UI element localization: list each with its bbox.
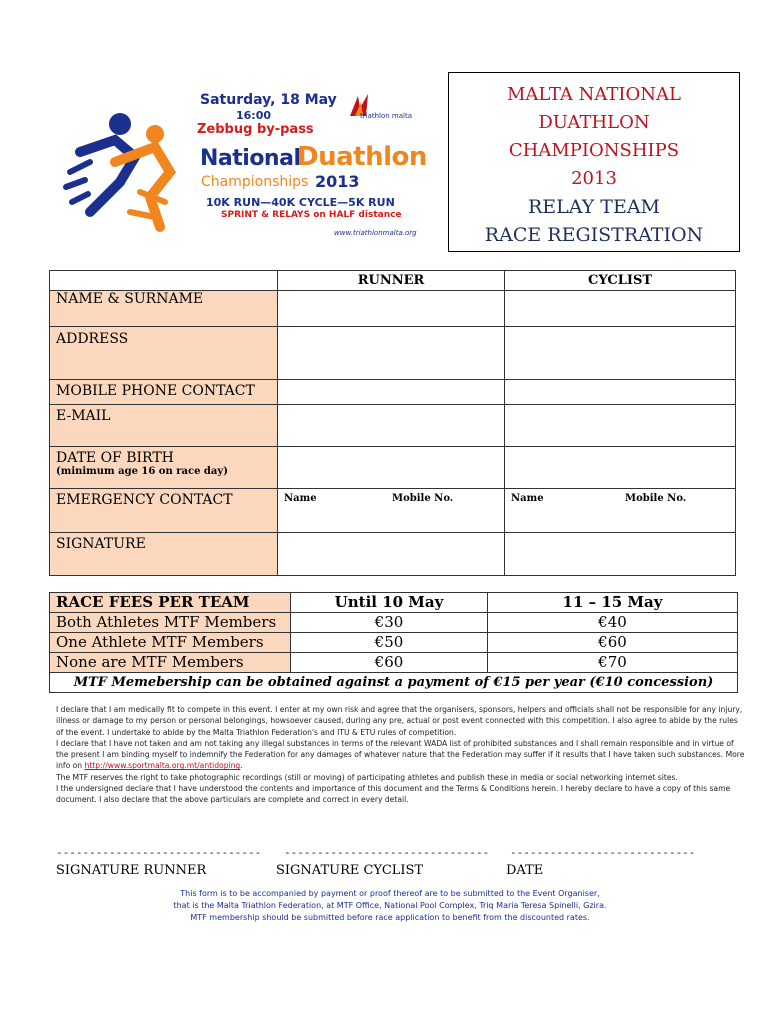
signature-line-runner: -------------------------------	[56, 846, 262, 859]
col-header-cyclist: CYCLIST	[505, 271, 736, 291]
fees-col-early: Until 10 May	[291, 593, 488, 613]
title-line-5: RELAY TEAM	[527, 196, 661, 218]
cyclist-address-field[interactable]	[505, 327, 736, 380]
declaration-p2-end: .	[240, 761, 243, 771]
cyclist-mobile-field[interactable]	[505, 380, 736, 405]
race-fees-table	[49, 592, 738, 693]
runner-name-field[interactable]	[278, 291, 505, 327]
cyclist-dob-field[interactable]	[505, 447, 736, 489]
dob-label: DATE OF BIRTH	[56, 450, 174, 466]
header-empty-cell	[50, 271, 278, 291]
banner-distances: 10K RUN—40K CYCLE—5K RUN	[206, 196, 395, 209]
title-line-4: 2013	[571, 168, 617, 189]
cyclist-signature-field[interactable]	[505, 533, 736, 576]
fees-row-label: Both Athletes MTF Members	[50, 613, 291, 633]
declaration-p4: I the undersigned declare that I have understood the contents and importance of this document and the Terms & Conditions herein. I hereby declare to have a copy of this same document. I also declare that the above particulars are complete and correct in every detail.	[56, 784, 731, 805]
runner-emergency-field[interactable]	[278, 489, 505, 533]
title-box	[448, 72, 740, 252]
antidoping-link[interactable]: http://www.sportmalta.org.mt/antidoping	[84, 761, 241, 771]
signature-runner-label: SIGNATURE RUNNER	[56, 863, 207, 878]
runner-mobile-field[interactable]	[278, 380, 505, 405]
row-label-emergency: EMERGENCY CONTACT	[50, 489, 278, 533]
fees-row-label: None are MTF Members	[50, 653, 291, 673]
banner-time: 16:00	[236, 109, 272, 122]
banner-word-duathlon: Duathlon	[297, 142, 427, 172]
fees-row	[50, 613, 738, 633]
registration-table	[49, 270, 736, 576]
declaration-p3: The MTF reserves the right to take photographic recordings (still or moving) of participating athletes and publish these in media or social networking internet sites.	[56, 772, 678, 782]
runner-email-field[interactable]	[278, 405, 505, 447]
fees-row-late: €40	[488, 613, 738, 633]
runner-emergency-name-label: Name	[284, 493, 317, 504]
banner-url: www.triathlonmalta.org	[334, 229, 417, 237]
event-banner	[60, 82, 436, 246]
fees-row	[50, 633, 738, 653]
row-label-name: NAME & SURNAME	[50, 291, 278, 327]
declaration-p2-text: I declare that I have not taken and am not taking any illegal substances in terms of the relevant WADA list of prohibited substances and I shall remain responsible and in virtue of the present I am binding myself to indemnify the Federation for any damages of whatever nature that the Federation may suffer if it results that I have taken such substances. More info on	[56, 738, 745, 771]
col-header-runner: RUNNER	[278, 271, 505, 291]
fees-row-early: €50	[291, 633, 488, 653]
row-label-dob	[50, 447, 278, 489]
runner-address-field[interactable]	[278, 327, 505, 380]
fees-row	[50, 653, 738, 673]
footer-note	[120, 888, 660, 924]
cyclist-emergency-name-label: Name	[511, 493, 544, 504]
runner-signature-field[interactable]	[278, 533, 505, 576]
fees-row-label: One Athlete MTF Members	[50, 633, 291, 653]
footer-line-1: This form is to be accompanied by payment or proof thereof are to be submitted to the Event Organiser,	[180, 889, 600, 898]
runner-dob-field[interactable]	[278, 447, 505, 489]
title-line-6: RACE REGISTRATION	[484, 224, 704, 246]
title-line-3: CHAMPIONSHIPS	[508, 140, 680, 161]
banner-relays: SPRINT & RELAYS on HALF distance	[221, 210, 402, 220]
signature-cyclist-label: SIGNATURE CYCLIST	[276, 863, 424, 878]
membership-note: MTF Memebership can be obtained against a payment of €15 per year (€10 concession)	[50, 673, 738, 693]
triathlon-malta-logo-text: triathlon malta	[360, 112, 413, 120]
fees-header: RACE FEES PER TEAM	[50, 593, 291, 613]
banner-word-national: National	[200, 146, 301, 171]
banner-venue: Zebbug by-pass	[197, 122, 314, 137]
fees-row-late: €70	[488, 653, 738, 673]
declaration-text	[56, 704, 746, 806]
row-label-mobile: MOBILE PHONE CONTACT	[50, 380, 278, 405]
declaration-p1: I declare that I am medically fit to compete in this event. I enter at my own risk and agree that the organisers, sponsors, helpers and officials shall not be responsible for any injury, illness or damage to my person or personal belongings, howsoever caused, during any pre, actual or post event connected with this competition. I also agree to abide by the rules of the event. I undertake to abide by the Malta Triathlon Federation's and ITU & ETU rules of competition.	[56, 705, 743, 737]
date-label: DATE	[506, 863, 544, 878]
fees-row-early: €60	[291, 653, 488, 673]
fees-col-late: 11 – 15 May	[488, 593, 738, 613]
title-line-2: DUATHLON	[538, 112, 650, 133]
fees-row-early: €30	[291, 613, 488, 633]
fees-row-late: €60	[488, 633, 738, 653]
dob-note: (minimum age 16 on race day)	[56, 466, 228, 477]
banner-date: Saturday, 18 May	[200, 92, 337, 108]
row-label-email: E-MAIL	[50, 405, 278, 447]
declaration-p2	[56, 738, 746, 772]
cyclist-emergency-mobile-label: Mobile No.	[625, 493, 687, 504]
row-label-signature: SIGNATURE	[50, 533, 278, 576]
row-label-address: ADDRESS	[50, 327, 278, 380]
cyclist-email-field[interactable]	[505, 405, 736, 447]
signature-line-date: ----------------------------	[510, 846, 696, 859]
signature-line-cyclist: -------------------------------	[284, 846, 490, 859]
footer-line-2: that is the Malta Triathlon Federation, at MTF Office, National Pool Complex, Triq Maria Teresa Spinelli, Gzira.	[173, 901, 607, 910]
banner-year: 2013	[315, 172, 360, 191]
footer-line-3: MTF membership should be submitted before race application to benefit from the discounted rates.	[190, 913, 590, 922]
athletes-logo-icon	[60, 102, 200, 232]
runner-emergency-mobile-label: Mobile No.	[392, 493, 454, 504]
banner-word-championships: Championships	[201, 174, 309, 190]
title-line-1: MALTA NATIONAL	[507, 84, 681, 105]
cyclist-emergency-field[interactable]	[505, 489, 736, 533]
cyclist-name-field[interactable]	[505, 291, 736, 327]
